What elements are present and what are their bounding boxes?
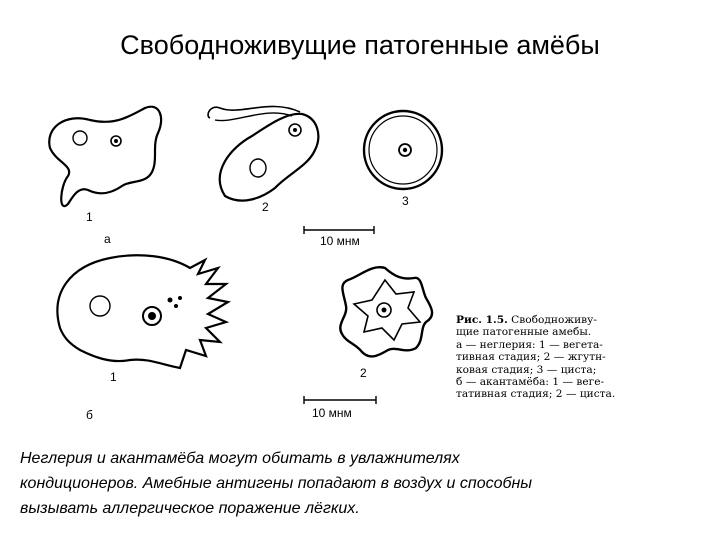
body-line: кондиционеров. Амебные антигены попадают в воздух и способны: [20, 475, 533, 492]
acanthamoeba-trophozoite-drawing: [57, 255, 228, 368]
caption-head: Рис. 1.5.: [456, 314, 508, 326]
label-1-bottom: 1: [110, 370, 117, 384]
label-2-bottom: 2: [360, 366, 367, 380]
figure-caption: [456, 314, 661, 401]
caption-line: Свободноживу-: [511, 314, 597, 326]
naegleria-flagellate-drawing: [220, 114, 319, 201]
caption-line: б — акантамёба: 1 — веге-: [456, 376, 605, 389]
caption-line: ковая стадия; 3 — циста;: [456, 363, 597, 376]
label-a: а: [104, 232, 111, 246]
caption-line: щие патогенные амебы.: [456, 326, 592, 339]
amoeba-figure: [30, 88, 670, 433]
body-text: [20, 446, 700, 521]
caption-line: тивная стадия; 2 — жгутн-: [456, 351, 606, 364]
label-1-top: 1: [86, 210, 93, 224]
scale-label-top: 10 мнм: [320, 234, 360, 248]
caption-line: тативная стадия; 2 — циста.: [456, 388, 616, 401]
naegleria-trophozoite-drawing: [49, 107, 161, 206]
label-b: б: [86, 408, 93, 422]
label-3-top: 3: [402, 194, 409, 208]
slide-title: Свободноживущие патогенные амёбы: [120, 30, 600, 60]
body-line: вызывать аллергическое поражение лёгких.: [20, 500, 360, 517]
caption-line: а — неглерия: 1 — вегета-: [456, 338, 603, 351]
label-2-top: 2: [262, 200, 269, 214]
body-line: Неглерия и акантамёба могут обитать в увлажнителях: [20, 450, 460, 467]
scale-label-bottom: 10 мнм: [312, 406, 352, 420]
